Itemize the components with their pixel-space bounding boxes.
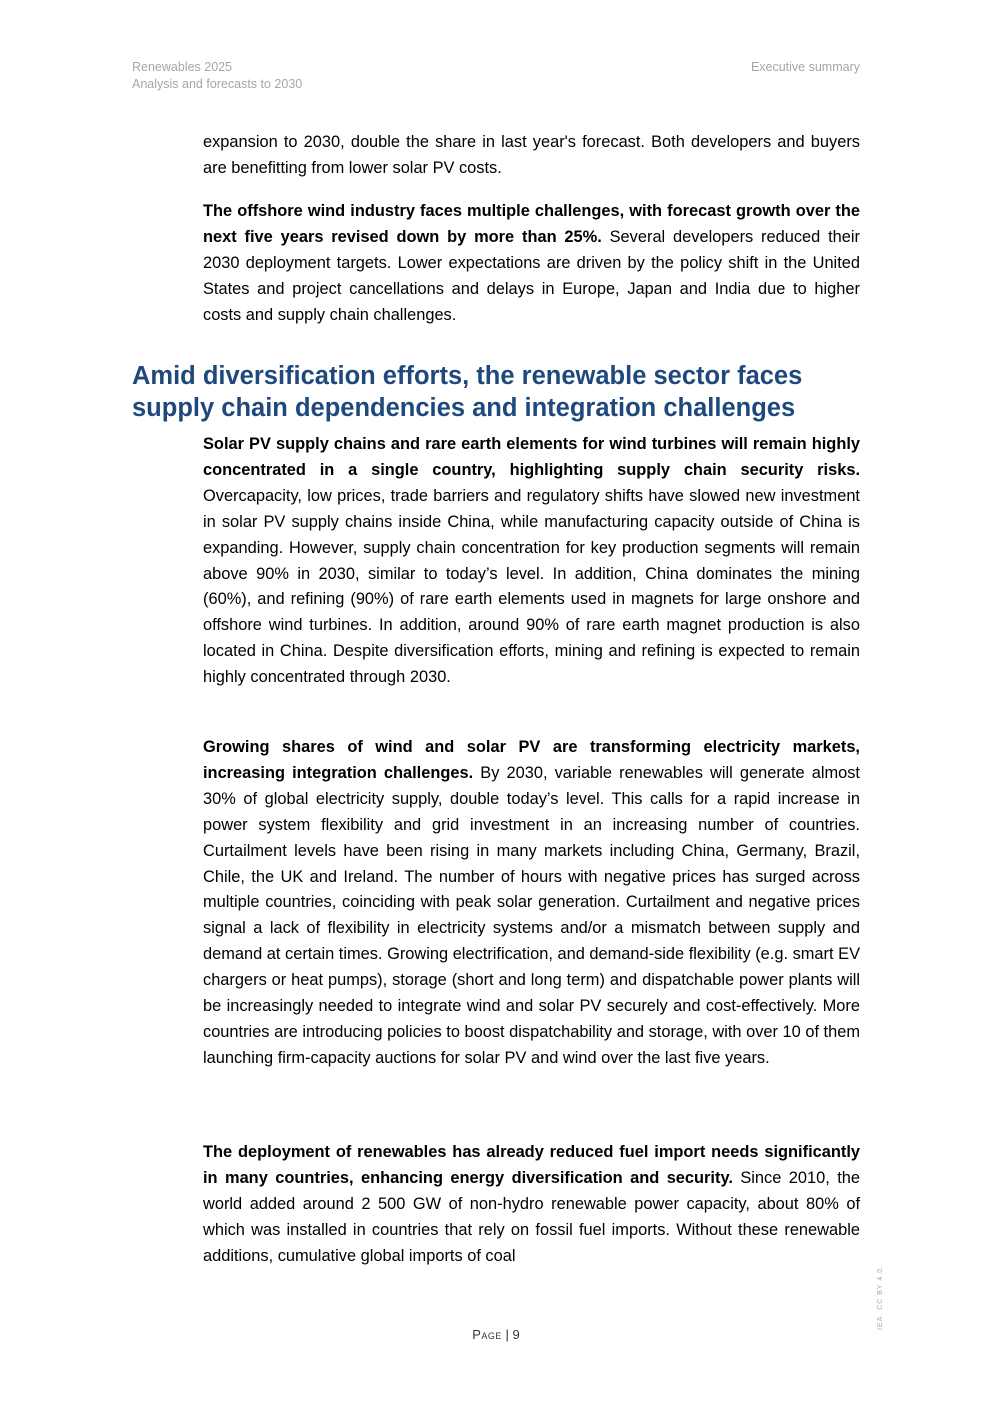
running-header-right: [751, 59, 860, 76]
paragraph-lead: Solar PV supply chains and rare earth elements for wind turbines will remain highly concentrated in a single country, highlighting supply chain security risks.: [203, 435, 860, 479]
paragraph-text: [203, 199, 860, 329]
page-label: Page: [472, 1327, 502, 1342]
body-paragraph: [203, 1140, 860, 1270]
body-paragraph: [203, 199, 860, 329]
section-name: Executive summary: [750, 60, 860, 74]
paragraph-text: [203, 432, 860, 691]
page-number-value: 9: [512, 1327, 520, 1342]
report-title: Renewables 2025: [132, 60, 233, 74]
paragraph-body: expansion to 2030, double the share in last year's forecast. Both developers and buyers are benefitting from lower solar PV costs.: [203, 133, 860, 177]
paragraph-body: By 2030, variable renewables will generate almost 30% of global electricity supply, double today’s level. This calls for a rapid increase in power system flexibility and grid investment in an increasing number of countries. Curtailment levels have been rising in many markets including China, Germany, Brazil, Chile, the UK and Ireland. The number of hours with negative prices has surged across multiple countries, coinciding with peak solar generation. Curtailment and negative prices signal a lack of flexibility in electricity systems and/or a mismatch between supply and demand at certain times. Growing electrification, and demand-side flexibility (e.g. smart EV chargers or heat pumps), storage (short and long term) and dispatchable power plants will be increasingly needed to integrate wind and solar PV securely and cost-effectively. More countries are introducing policies to boost dispatchability and storage, with over 10 of them launching firm-capacity auctions for solar PV and wind over the last five years.: [203, 763, 860, 1067]
paragraph-text: [203, 1140, 860, 1270]
paragraph-body: Overcapacity, low prices, trade barriers and regulatory shifts have slowed new investment in solar PV supply chains inside China, while manufacturing capacity outside of China is expanding. However, supply chain concentration for key production segments will remain above 90% in 2030, similar to today’s level. In addition, China dominates the mining (60%), and refining (90%) of rare earth elements used in magnets for large onshore and offshore wind turbines. In addition, around 90% of rare earth magnet production is also located in China. Despite diversification efforts, mining and refining is expected to remain highly concentrated through 2030.: [203, 486, 860, 687]
paragraph-body: Since 2010, the world added around 2 500 GW of non-hydro renewable power capacity, about 80% of which was installed in countries that rely on fossil fuel imports. Without these renewable additions, cumulative global imports of coal: [203, 1168, 860, 1265]
paragraph-lead: Growing shares of wind and solar PV are transforming electricity markets, increasing integration challenges.: [203, 738, 860, 782]
paragraph-lead: The deployment of renewables has already reduced fuel import needs significantly in many countries, enhancing energy diversification and security.: [203, 1143, 860, 1187]
section-heading: Amid diversification efforts, the renewable sector faces supply chain dependencies and integration challenges: [132, 362, 803, 422]
page-separator: |: [501, 1327, 513, 1342]
paragraph-text: [203, 735, 860, 1072]
body-paragraph: [203, 130, 860, 182]
paragraph-text: [203, 130, 860, 182]
paragraph-lead: The offshore wind industry faces multiple challenges, with forecast growth over the next five years revised down by more than 25%.: [203, 202, 860, 246]
body-paragraph: [203, 735, 860, 1072]
paragraph-body: Several developers reduced their 2030 deployment targets. Lower expectations are driven by the policy shift in the United States and project cancellations and delays in Europe, Japan and India due to higher costs and supply chain challenges.: [203, 227, 860, 324]
report-subtitle: Analysis and forecasts to 2030: [132, 77, 303, 91]
body-paragraph: [203, 432, 860, 691]
page-number: [0, 1327, 992, 1342]
copyright-notice: IEA. CC BY 4.0.: [877, 1264, 884, 1330]
running-header-left: [132, 59, 302, 93]
